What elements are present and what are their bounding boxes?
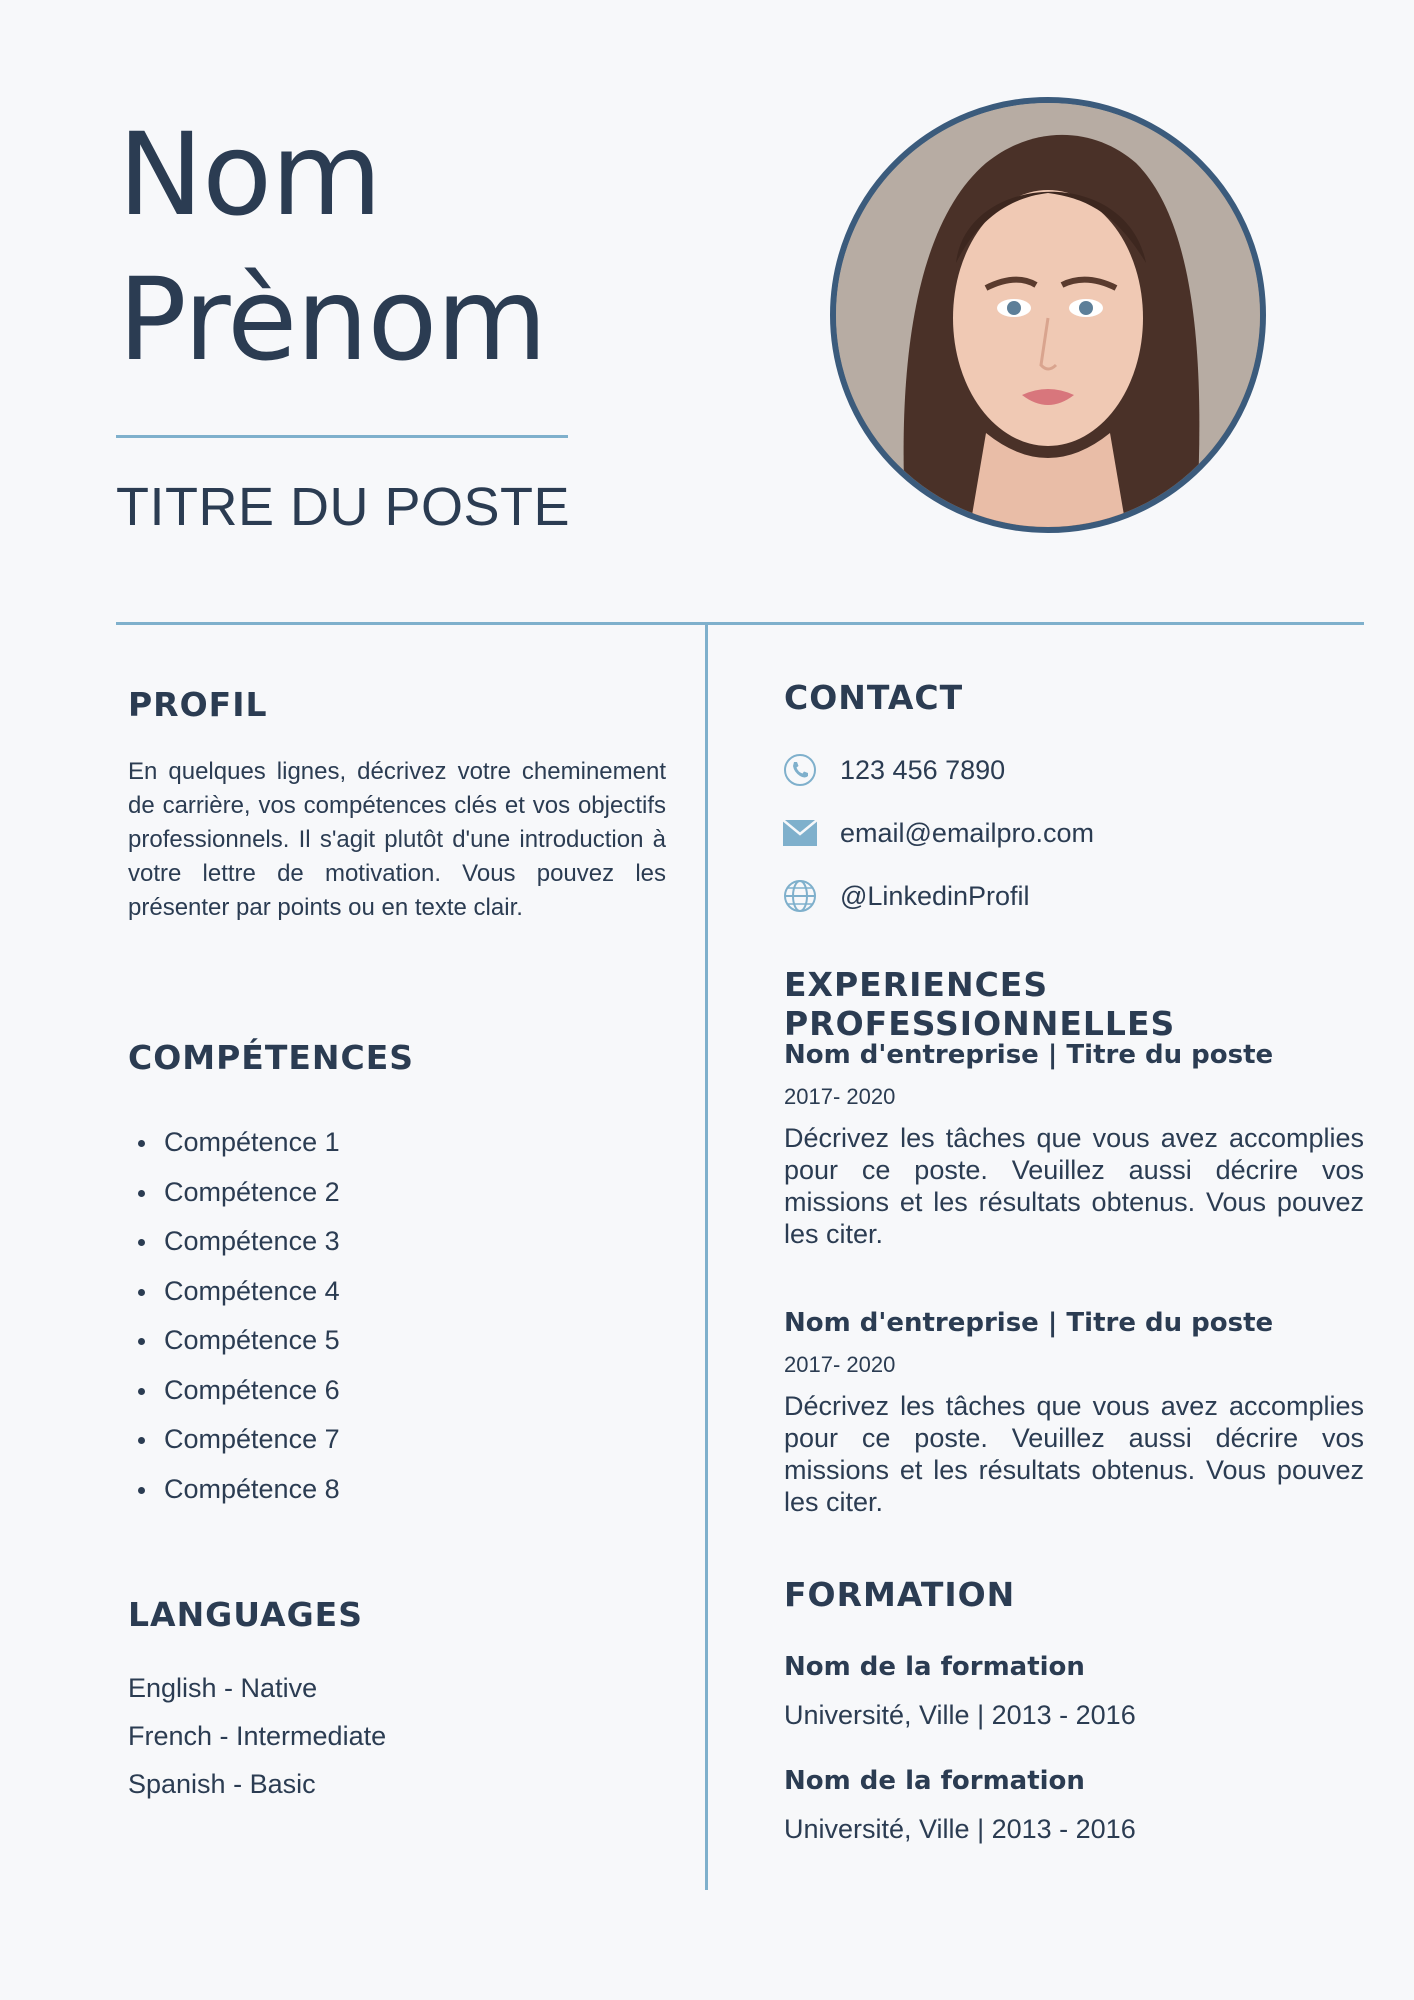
skills-heading: COMPÉTENCES (128, 1038, 415, 1077)
job-dates: 2017- 2020 (784, 1084, 896, 1109)
skill-item: Compétence 6 (128, 1370, 340, 1420)
job-title-company: Nom d'entreprise | Titre du poste (784, 1040, 1274, 1070)
contact-phone (782, 750, 1005, 790)
skill-item: Compétence 3 (128, 1221, 340, 1271)
first-name: Prènom (118, 253, 547, 386)
email-address[interactable]: email@emailpro.com (840, 817, 1094, 848)
languages-heading: LANGUAGES (128, 1595, 363, 1634)
column-divider (705, 624, 708, 1890)
experience-heading: EXPERIENCES PROFESSIONNELLES (784, 965, 1176, 1043)
linkedin-profile[interactable]: @LinkedinProfil (840, 880, 1030, 911)
job-title: TITRE DU POSTE (116, 477, 571, 537)
skill-item: Compétence 4 (128, 1271, 340, 1321)
education-name: Nom de la formation (784, 1652, 1085, 1682)
last-name: Nom (118, 108, 382, 241)
education-details: Université, Ville | 2013 - 2016 (784, 1814, 1136, 1844)
contact-linkedin (782, 876, 1030, 916)
globe-icon (782, 878, 818, 914)
skill-item: Compétence 7 (128, 1419, 340, 1469)
profile-text: En quelques lignes, décrivez votre cheminement de carrière, vos compétences clés et vos objectifs professionnels. Il s'agit plutôt d'une introduction à votre lettre de motivation. Vous pouvez les présenter par points ou en texte clair. (128, 758, 666, 921)
language-item: English - Native (128, 1673, 318, 1703)
email-icon (782, 815, 818, 851)
contact-heading: CONTACT (784, 678, 964, 717)
job-description: Décrivez les tâches que vous avez accomplies pour ce poste. Veuillez aussi décrire vos missions et les résultats obtenus. Vous pouvez les citer. (784, 1123, 1364, 1249)
profile-photo (830, 97, 1266, 533)
profile-heading: PROFIL (128, 685, 268, 724)
language-item: French - Intermediate (128, 1721, 387, 1751)
phone-icon (782, 752, 818, 788)
title-divider (116, 435, 568, 438)
job-description: Décrivez les tâches que vous avez accomplies pour ce poste. Veuillez aussi décrire vos missions et les résultats obtenus. Vous pouvez les citer. (784, 1391, 1364, 1517)
language-item: Spanish - Basic (128, 1769, 316, 1799)
skill-item: Compétence 2 (128, 1172, 340, 1222)
education-name: Nom de la formation (784, 1766, 1085, 1796)
job-dates: 2017- 2020 (784, 1352, 896, 1377)
contact-email (782, 813, 1094, 853)
phone-number[interactable]: 123 456 7890 (840, 754, 1006, 785)
section-divider (116, 622, 1364, 625)
education-details: Université, Ville | 2013 - 2016 (784, 1700, 1136, 1730)
skill-item: Compétence 1 (128, 1122, 340, 1172)
job-title-company: Nom d'entreprise | Titre du poste (784, 1308, 1274, 1338)
skill-item: Compétence 8 (128, 1469, 340, 1519)
skill-item: Compétence 5 (128, 1320, 340, 1370)
skills-list (128, 1122, 340, 1518)
education-heading: FORMATION (784, 1575, 1016, 1614)
portrait-illustration (836, 103, 1260, 527)
